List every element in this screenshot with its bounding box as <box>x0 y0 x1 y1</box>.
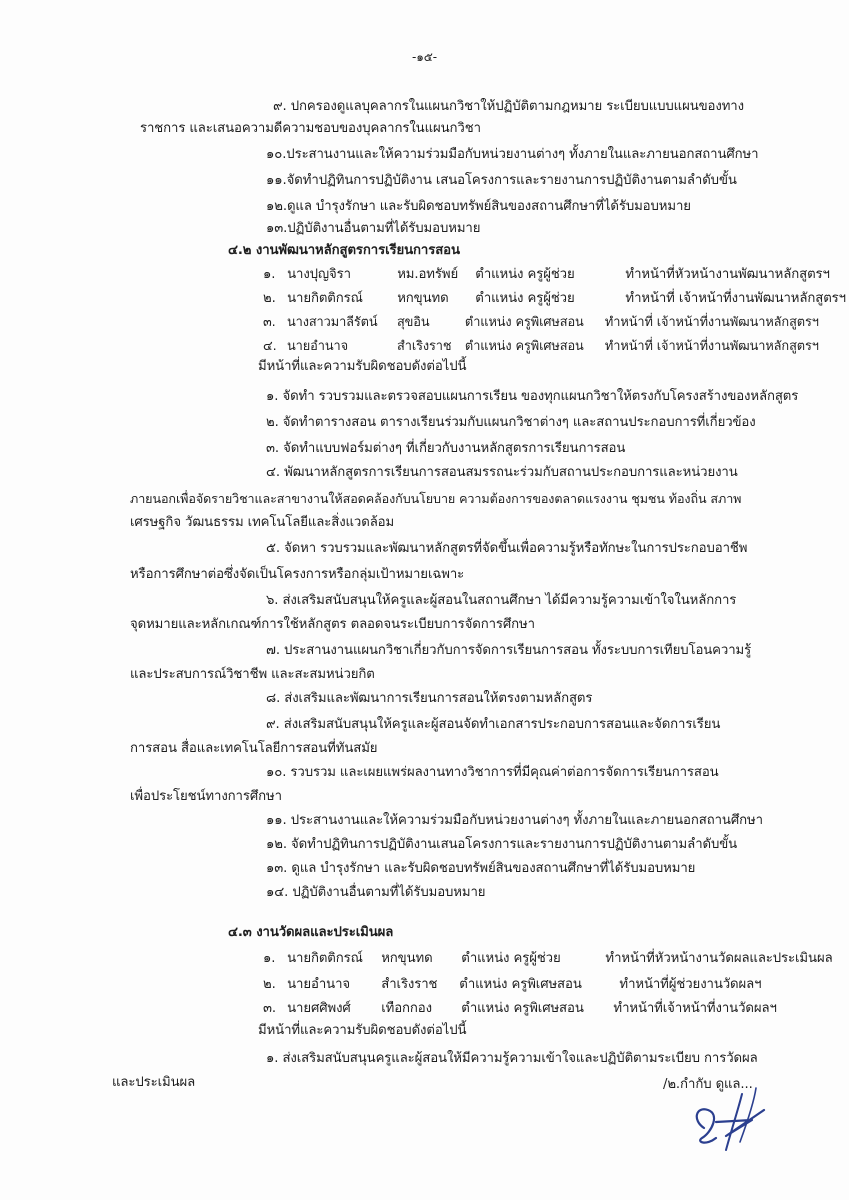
member-no: ๒. <box>263 291 276 306</box>
duty-item: ๑. ส่งเสริมสนับสนุนครูและผู้สอนให้มีความรู้ความเข้าใจและปฏิบัติตามระเบียบ การวัดผล <box>266 1051 758 1066</box>
duty-item: ๙. ส่งเสริมสนับสนุนให้ครูและผู้สอนจัดทำเอกสารประกอบการสอนและจัดการเรียน <box>266 717 721 732</box>
member-name: นางปุญจิรา <box>287 267 351 282</box>
member-surname: เทือกกอง <box>381 1001 432 1016</box>
duty-item: ๑. จัดทำ รวบรวมและตรวจสอบแผนการเรียน ของทุกแผนกวิชาให้ตรงกับโครงสร้างของหลักสูตร <box>266 389 799 404</box>
list-item: ๑๓.ปฏิบัติงานอื่นตามที่ได้รับมอบหมาย <box>266 221 481 236</box>
member-row <box>263 1000 777 1018</box>
member-surname: สำเริงราช <box>381 977 438 992</box>
member-position: ตำแหน่ง ครูพิเศษสอน <box>459 977 582 992</box>
member-row <box>263 950 833 968</box>
member-row <box>263 338 819 356</box>
member-position: ตำแหน่ง ครูพิเศษสอน <box>461 1001 584 1016</box>
member-no: ๑. <box>263 267 276 282</box>
member-name: นายอำนาจ <box>286 339 349 354</box>
member-duty: ทำหน้าที่ เจ้าหน้าที่งานพัฒนาหลักสูตรฯ <box>604 315 819 330</box>
member-surname: หกขุนทด <box>397 291 449 306</box>
duties-intro: มีหน้าที่และความรับผิดชอบดังต่อไปนี้ <box>258 359 467 374</box>
list-item: ๑๑.จัดทำปฏิทินการปฏิบัติงาน เสนอโครงการและรายงานการปฏิบัติงานตามลำดับขั้น <box>266 173 737 188</box>
list-item: ๑๐.ประสานงานและให้ความร่วมมือกับหน่วยงานต่างๆ ทั้งภายในและภายนอกสถานศึกษา <box>266 147 759 162</box>
member-position: ตำแหน่ง ครูพิเศษสอน <box>464 339 584 354</box>
duty-item: ๔. พัฒนาหลักสูตรการเรียนการสอนสมรรถนะร่วมกับสถานประกอบการและหน่วยงาน <box>266 465 738 480</box>
duties-intro: มีหน้าที่และความรับผิดชอบดังต่อไปนี้ <box>258 1023 467 1038</box>
signature-mark <box>682 1080 772 1160</box>
list-item: ๙. ปกครองดูแลบุคลากรในแผนกวิชาให้ปฏิบัติตามกฎหมาย ระเบียบแบบแผนของทาง <box>273 99 744 114</box>
section-heading: ๔.๓ งานวัดผลและประเมินผล <box>228 925 394 940</box>
member-row <box>263 290 846 308</box>
member-name: นางสาวมาลีรัตน์ <box>286 315 378 330</box>
member-surname: หม.อทรัพย์ <box>397 267 459 282</box>
member-no: ๒. <box>263 977 276 992</box>
duty-item: ๑๑. ประสานงานและให้ความร่วมมือกับหน่วยงานต่างๆ ทั้งภายในและภายนอกสถานศึกษา <box>266 813 763 828</box>
member-no: ๓. <box>263 315 276 330</box>
member-duty: ทำหน้าที่หัวหน้างานพัฒนาหลักสูตรฯ <box>625 267 830 282</box>
duty-item: ๗. ประสานงานแผนกวิชาเกี่ยวกับการจัดการเรียนการสอน ทั้งระบบการเทียบโอนความรู้ <box>266 643 752 658</box>
member-position: ตำแหน่ง ครูผู้ช่วย <box>475 267 575 282</box>
duty-item: ๑๒. จัดทำปฏิทินการปฏิบัติงานเสนอโครงการและรายงานการปฏิบัติงานตามลำดับขั้น <box>266 837 738 852</box>
member-surname: สำเริงราช <box>396 339 452 354</box>
member-duty: ทำหน้าที่ผู้ช่วยงานวัดผลฯ <box>619 977 762 992</box>
list-item-cont: ราชการ และเสนอความดีความชอบของบุคลากรในแผนกวิชา <box>140 121 481 136</box>
member-position: ตำแหน่ง ครูผู้ช่วย <box>461 951 561 966</box>
continuation-marker: /๒.กำกับ ดูแล... <box>663 1077 753 1092</box>
duty-item: ๑๔. ปฏิบัติงานอื่นตามที่ได้รับมอบหมาย <box>266 885 486 900</box>
duty-item: ๕. จัดหา รวบรวมและพัฒนาหลักสูตรที่จัดขึ้นเพื่อความรู้หรือทักษะในการประกอบอาชีพ <box>266 541 748 556</box>
member-no: ๓. <box>263 1001 277 1016</box>
duty-item-cont: จุดหมายและหลักเกณฑ์การใช้หลักสูตร ตลอดจนระเบียบการจัดการศึกษา <box>130 617 535 632</box>
duty-item: ๑๓. ดูแล บำรุงรักษา และรับผิดชอบทรัพย์สินของสถานศึกษาที่ได้รับมอบหมาย <box>266 861 696 876</box>
duty-item-cont: และประสบการณ์วิชาชีพ และสะสมหน่วยกิต <box>130 667 375 682</box>
duty-item: ๘. ส่งเสริมและพัฒนาการเรียนการสอนให้ตรงตามหลักสูตร <box>266 691 593 706</box>
member-name: นายกิตติกรณ์ <box>287 951 363 966</box>
member-no: ๔. <box>263 339 277 354</box>
member-row <box>263 266 830 284</box>
member-duty: ทำหน้าที่ เจ้าหน้าที่งานพัฒนาหลักสูตรฯ <box>625 291 846 306</box>
member-row <box>263 314 819 332</box>
duty-item-cont: ภายนอกเพื่อจัดรายวิชาและสาขางานให้สอดคล้องกับนโยบาย ความต้องการของตลาดแรงงาน ชุมชน ท้องถิ่น สภาพ <box>130 491 742 506</box>
member-position: ตำแหน่ง ครูพิเศษสอน <box>464 315 584 330</box>
member-duty: ทำหน้าที่ เจ้าหน้าที่งานพัฒนาหลักสูตรฯ <box>604 339 819 354</box>
duty-item-cont: และประเมินผล <box>112 1075 196 1090</box>
member-name: นายอำนาจ <box>287 977 351 992</box>
list-item: ๑๒.ดูแล บำรุงรักษา และรับผิดชอบทรัพย์สินของสถานศึกษาที่ได้รับมอบหมาย <box>266 199 691 214</box>
section-heading: ๔.๒ งานพัฒนาหลักสูตรการเรียนการสอน <box>228 243 460 258</box>
member-name: นายศศิพงศ์ <box>287 1001 351 1016</box>
member-position: ตำแหน่ง ครูผู้ช่วย <box>475 291 575 306</box>
member-name: นายกิตติกรณ์ <box>287 291 363 306</box>
member-row <box>263 976 761 994</box>
member-surname: หกขุนทด <box>381 951 433 966</box>
duty-item: ๑๐. รวบรวม และเผยแพร่ผลงานทางวิชาการที่มีคุณค่าต่อการจัดการเรียนการสอน <box>266 765 719 780</box>
duty-item-cont: หรือการศึกษาต่อซึ่งจัดเป็นโครงการหรือกลุ่มเป้าหมายเฉพาะ <box>130 567 465 582</box>
duty-item: ๒. จัดทำตารางสอน ตารางเรียนร่วมกับแผนกวิชาต่างๆ และสถานประกอบการที่เกี่ยวข้อง <box>266 415 756 430</box>
member-surname: สุขอิน <box>396 315 430 330</box>
duty-item-cont: เพื่อประโยชน์ทางการศึกษา <box>130 789 282 804</box>
page-number: -๑๕- <box>412 50 437 64</box>
duty-item-cont: การสอน สื่อและเทคโนโลยีการสอนที่ทันสมัย <box>130 741 378 756</box>
duty-item: ๓. จัดทำแบบฟอร์มต่างๆ ที่เกี่ยวกับงานหลักสูตรการเรียนการสอน <box>266 441 626 456</box>
member-duty: ทำหน้าที่เจ้าหน้าที่งานวัดผลฯ <box>613 1001 777 1016</box>
member-no: ๑. <box>263 951 276 966</box>
member-duty: ทำหน้าที่หัวหน้างานวัดผลและประเมินผล <box>605 951 833 966</box>
duty-item: ๖. ส่งเสริมสนับสนุนให้ครูและผู้สอนในสถานศึกษา ได้มีความรู้ความเข้าใจในหลักการ <box>266 593 737 608</box>
duty-item-cont: เศรษฐกิจ วัฒนธรรม เทคโนโลยีและสิ่งแวดล้อม <box>130 515 395 530</box>
